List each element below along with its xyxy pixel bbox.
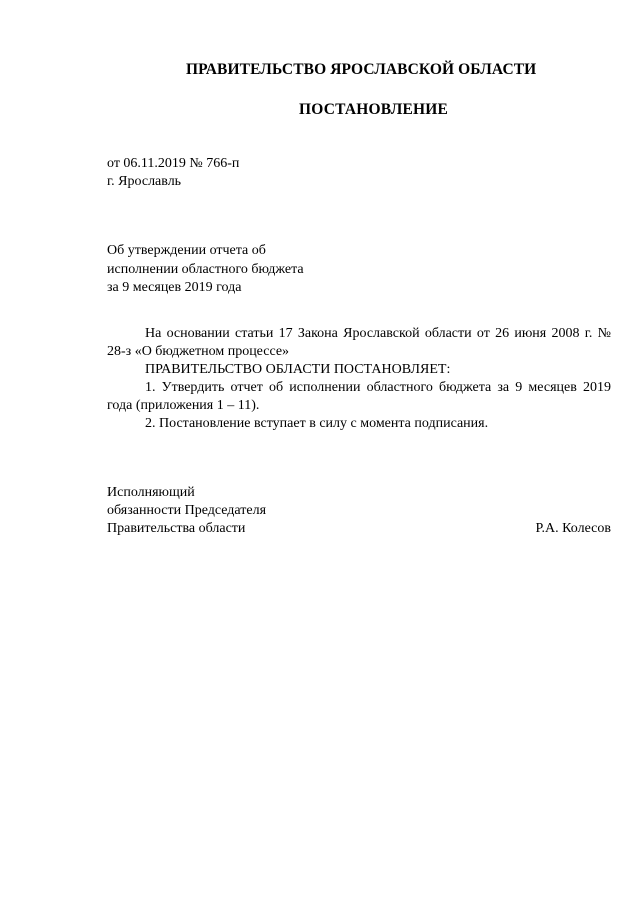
item-1: 1. Утвердить отчет об исполнении областного бюджета за 9 месяцев 2019 года (приложения 1 – 11). (107, 380, 611, 413)
item-2: 2. Постановление вступает в силу с момента подписания. (145, 416, 489, 431)
subject-line: за 9 месяцев 2019 года (107, 280, 242, 295)
date-number: от 06.11.2019 № 766-п (107, 156, 240, 171)
subject-line: Об утверждении отчета об (107, 243, 266, 258)
basis-paragraph: На основании статьи 17 Закона Ярославской области от 26 июня 2008 г. № 28-з «О бюджетном процессе» (107, 326, 611, 359)
document-subject (107, 242, 304, 298)
signatory-title-line: обязанности Председателя (107, 503, 267, 518)
signature-row (107, 520, 611, 538)
signatory-title-line: Исполняющий (107, 485, 195, 500)
subject-line: исполнении областного бюджета (107, 261, 304, 277)
document-type: ПОСТАНОВЛЕНИЕ (299, 101, 449, 118)
signatory-name: Р.А. Колесов (535, 521, 611, 536)
signatory-title-line: Правительства области (107, 521, 246, 536)
government-title: ПРАВИТЕЛЬСТВО ЯРОСЛАВСКОЙ ОБЛАСТИ (186, 61, 537, 78)
document-meta (107, 155, 239, 191)
city: г. Ярославль (107, 174, 182, 189)
document-body (107, 325, 611, 433)
decree-statement: ПРАВИТЕЛЬСТВО ОБЛАСТИ ПОСТАНОВЛЯЕТ: (145, 362, 451, 377)
signature-block (107, 484, 611, 538)
